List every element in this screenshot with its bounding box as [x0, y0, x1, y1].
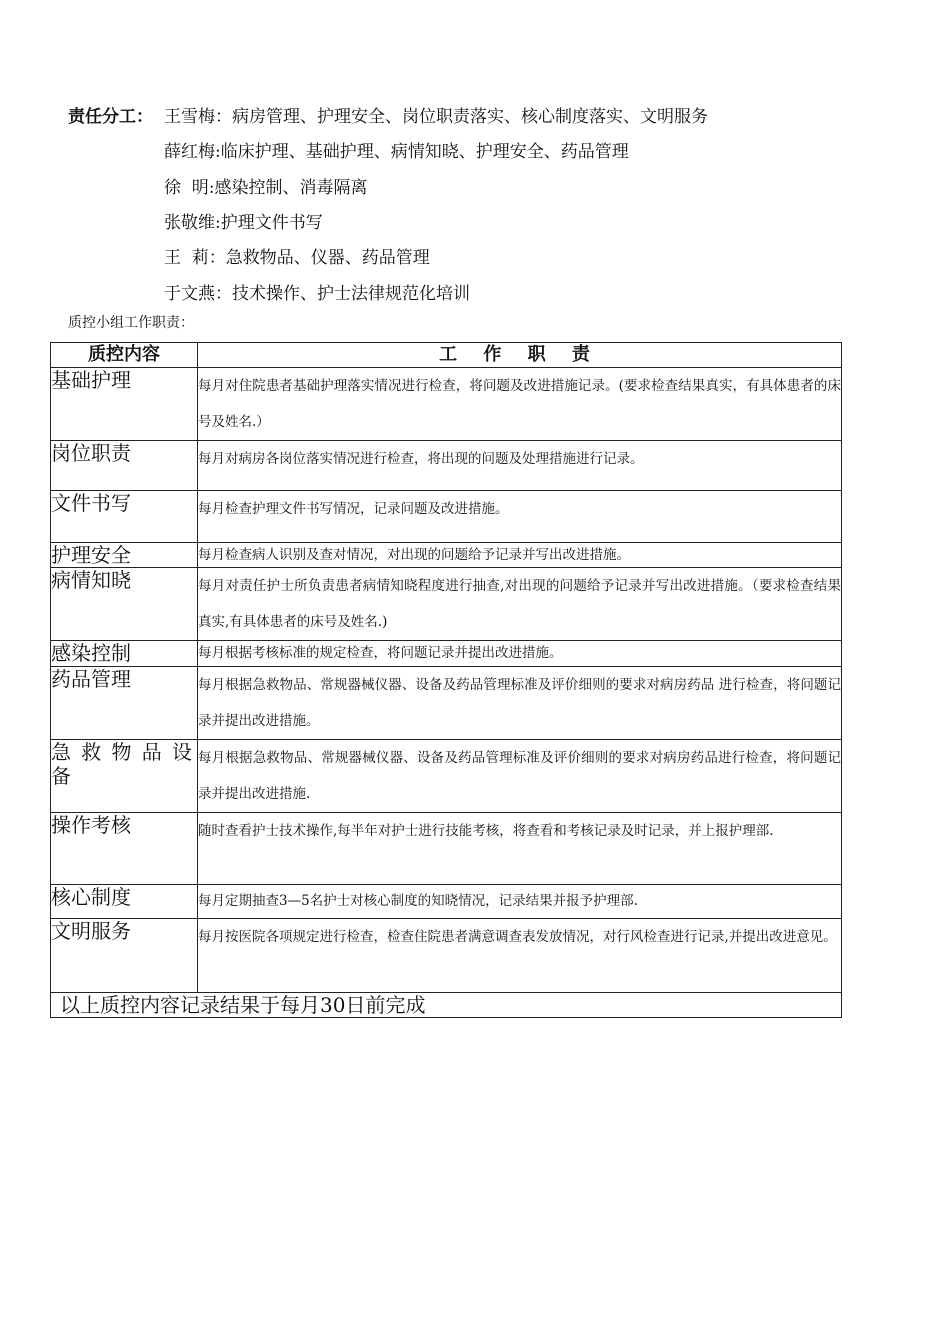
row-category: 文件书写	[51, 491, 198, 543]
row-duty: 随时查看护士技术操作,每半年对护士进行技能考核，将查看和考核记录及时记录，并上报护理部.	[198, 813, 842, 885]
header-category: 质控内容	[51, 343, 198, 368]
row-category: 岗位职责	[51, 441, 198, 491]
assignment-entry: 王雪梅：病房管理、护理安全、岗位职责落实、核心制度落实、文明服务	[164, 107, 708, 128]
table-row	[51, 740, 842, 813]
assignment-entry: 张敬维:护理文件书写	[164, 213, 323, 234]
assignment-row	[68, 168, 908, 203]
row-duty: 每月定期抽查3—5名护士对核心制度的知晓情况，记录结果并报予护理部.	[198, 885, 842, 919]
row-category: 感染控制	[51, 641, 198, 667]
table-row	[51, 667, 842, 740]
row-category: 药品管理	[51, 667, 198, 740]
table-row	[51, 813, 842, 885]
table-row	[51, 885, 842, 919]
row-duty: 每月对责任护士所负责患者病情知晓程度进行抽查,对出现的问题给予记录并写出改进措施。（要求检查结果真实,有具体患者的床号及姓名.)	[198, 568, 842, 641]
assignment-row	[68, 203, 908, 238]
header-duty: 工 作 职 责	[198, 343, 842, 368]
assignment-entry: 于文燕：技术操作、护士法律规范化培训	[164, 283, 470, 304]
assignment-entry: 王 莉：急救物品、仪器、药品管理	[164, 248, 430, 269]
responsibility-assignment	[68, 97, 908, 309]
assignment-row	[68, 132, 908, 167]
row-category: 急救物品设备	[51, 740, 198, 813]
group-duties-title: 质控小组工作职责：	[68, 315, 194, 331]
row-duty: 每月对病房各岗位落实情况进行检查，将出现的问题及处理措施进行记录。	[198, 441, 842, 491]
row-category: 文明服务	[51, 919, 198, 993]
row-duty: 每月根据考核标准的规定检查，将问题记录并提出改进措施。	[198, 641, 842, 667]
row-category: 基础护理	[51, 368, 198, 441]
row-category: 病情知晓	[51, 568, 198, 641]
row-duty: 每月检查病人识别及查对情况，对出现的问题给予记录并写出改进措施。	[198, 543, 842, 568]
row-category: 操作考核	[51, 813, 198, 885]
row-duty: 每月按医院各项规定进行检查，检查住院患者满意调查表发放情况，对行风检查进行记录,并提出改进意见。	[198, 919, 842, 993]
assignment-label: 责任分工：	[68, 107, 153, 128]
table-row	[51, 543, 842, 568]
row-duty: 每月对住院患者基础护理落实情况进行检查，将问题及改进措施记录。(要求检查结果真实，有具体患者的床号及姓名.）	[198, 368, 842, 441]
row-duty: 每月检查护理文件书写情况，记录问题及改进措施。	[198, 491, 842, 543]
row-category: 护理安全	[51, 543, 198, 568]
table-header-row	[51, 343, 842, 368]
assignment-entry: 薛红梅:临床护理、基础护理、病情知晓、护理安全、药品管理	[164, 142, 629, 163]
table-row	[51, 919, 842, 993]
assignment-row	[68, 273, 908, 308]
quality-control-table	[50, 342, 842, 1018]
table-row	[51, 491, 842, 543]
table-footer: 以上质控内容记录结果于每月30日前完成	[51, 993, 842, 1018]
row-category: 核心制度	[51, 885, 198, 919]
table-row	[51, 441, 842, 491]
table-row	[51, 641, 842, 667]
table-row	[51, 568, 842, 641]
table-footer-row	[51, 993, 842, 1018]
table-row	[51, 368, 842, 441]
row-duty: 每月根据急救物品、常规器械仪器、设备及药品管理标准及评价细则的要求对病房药品进行检查，将问题记录并提出改进措施.	[198, 740, 842, 813]
row-duty: 每月根据急救物品、常规器械仪器、设备及药品管理标准及评价细则的要求对病房药品 进行检查，将问题记录并提出改进措施。	[198, 667, 842, 740]
assignment-entry: 徐 明:感染控制、消毒隔离	[164, 177, 368, 198]
assignment-row	[68, 238, 908, 273]
assignment-row	[68, 97, 908, 132]
